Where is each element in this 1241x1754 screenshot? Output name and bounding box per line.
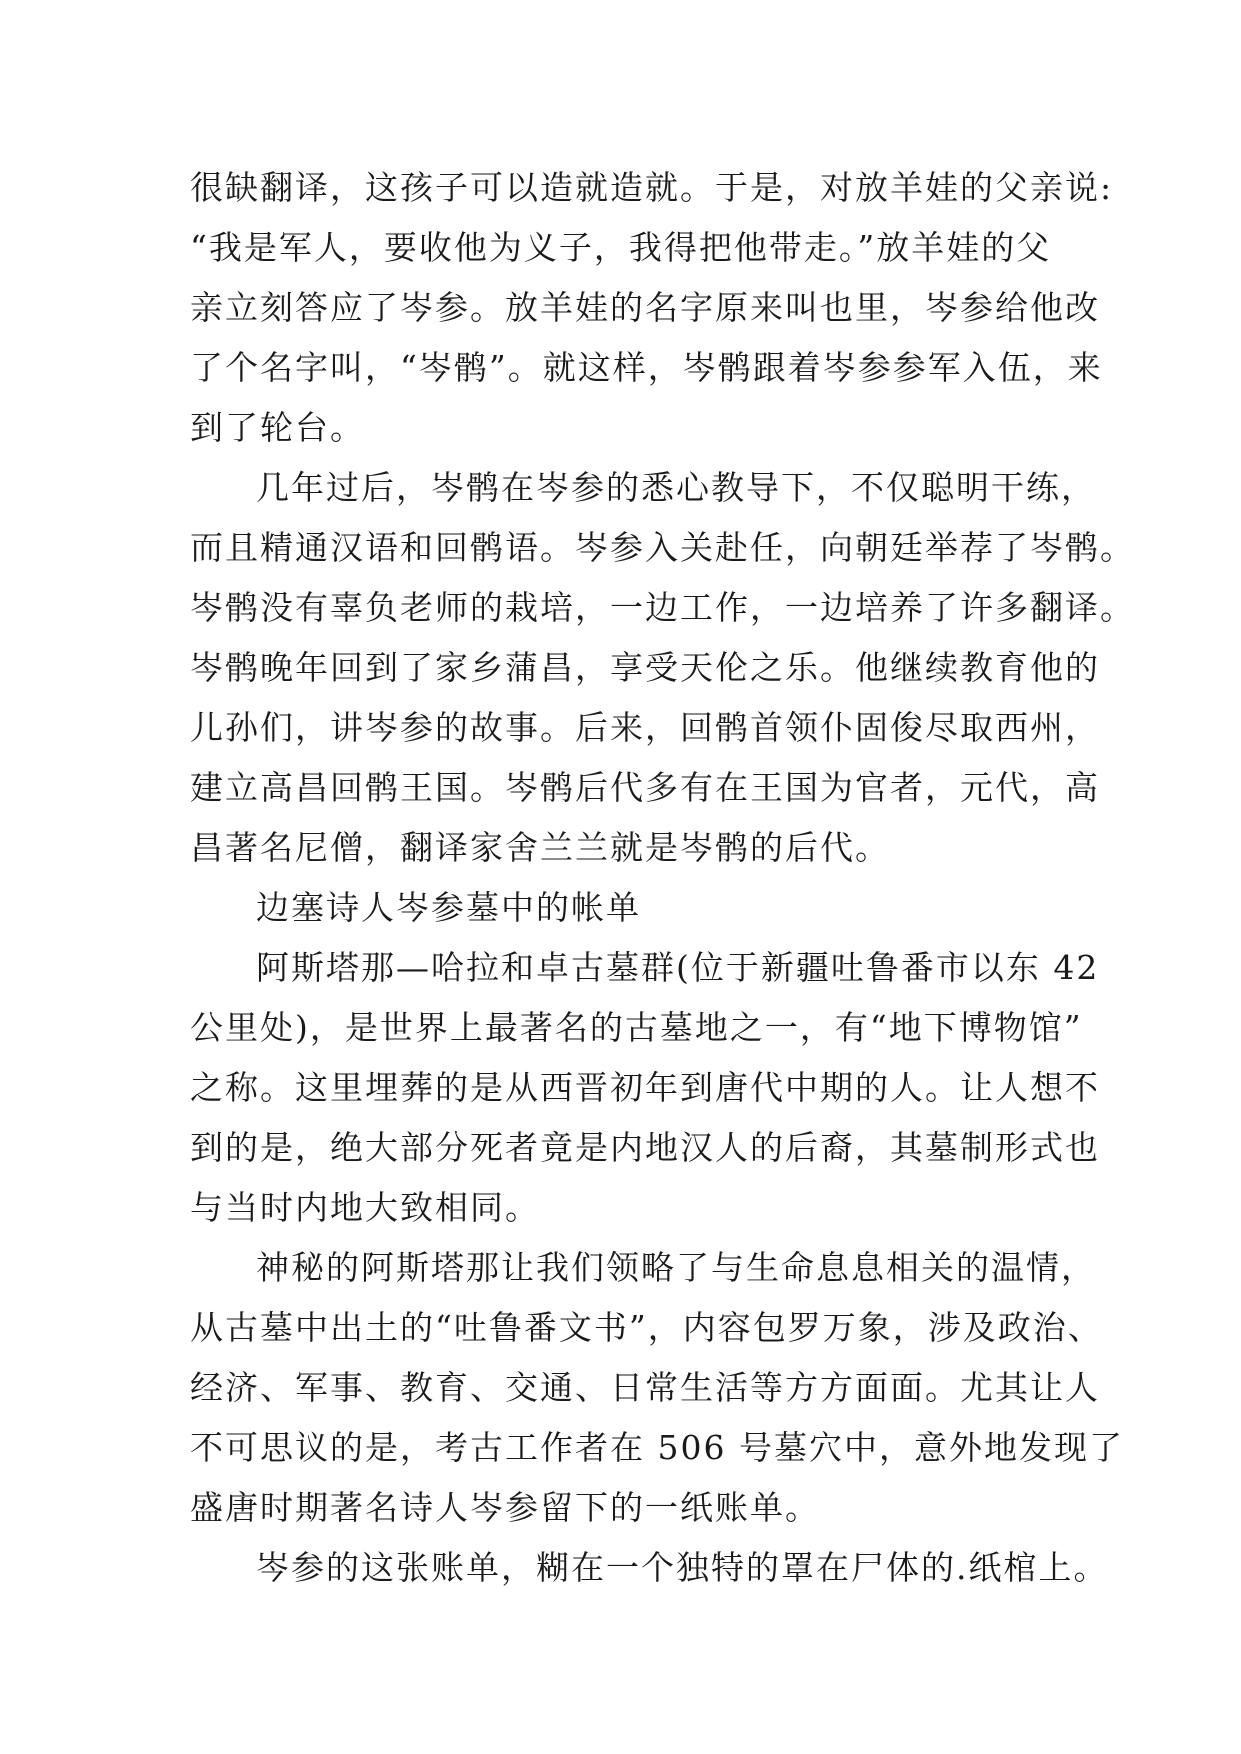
text-line: 亲立刻答应了岑参。放羊娃的名字原来叫也里，岑参给他改 xyxy=(190,288,1100,327)
text-line: 之称。这里埋葬的是从西晋初年到唐代中期的人。让人想不 xyxy=(190,1068,1100,1107)
text-line: 几年过后，岑鹘在岑参的悉心教导下，不仅聪明干练， xyxy=(256,468,1096,507)
text-line: 经济、军事、教育、交通、日常生活等方方面面。尤其让人 xyxy=(190,1368,1100,1407)
text-line: 很缺翻译，这孩子可以造就造就。于是，对放羊娃的父亲说: xyxy=(190,168,1114,207)
text-line: 公里处)，是世界上最著名的古墓地之一，有“地下博物馆” xyxy=(190,1008,1083,1047)
text-line: 不可思议的是，考古工作者在 506 号墓穴中，意外地发现了 xyxy=(190,1428,1124,1467)
text-line: 了个名字叫，“岑鹘”。就这样，岑鹘跟着岑参参军入伍，来 xyxy=(190,348,1103,387)
text-line: 与当时内地大致相同。 xyxy=(190,1188,540,1227)
section-heading: 边塞诗人岑参墓中的帐单 xyxy=(256,888,641,927)
text-line: 昌著名尼僧，翻译家舍兰兰就是岑鹘的后代。 xyxy=(190,828,890,867)
text-line: 岑鹘没有辜负老师的栽培，一边工作，一边培养了许多翻译。 xyxy=(190,588,1135,627)
text-line: “我是军人，要收他为义子，我得把他带走。”放羊娃的父 xyxy=(190,228,1052,267)
text-line: 阿斯塔那—哈拉和卓古墓群(位于新疆吐鲁番市以东 42 xyxy=(256,948,1100,987)
text-line: 从古墓中出土的“吐鲁番文书”，内容包罗万象，涉及政治、 xyxy=(190,1308,1103,1347)
text-line: 神秘的阿斯塔那让我们领略了与生命息息相关的温情， xyxy=(256,1248,1096,1287)
text-line: 岑鹘晚年回到了家乡蒲昌，享受天伦之乐。他继续教育他的 xyxy=(190,648,1100,687)
text-line: 岑参的这张账单，糊在一个独特的罩在尸体的.纸棺上。 xyxy=(256,1548,1109,1587)
text-line: 盛唐时期著名诗人岑参留下的一纸账单。 xyxy=(190,1488,820,1527)
text-line: 儿孙们，讲岑参的故事。后来，回鹘首领仆固俊尽取西州， xyxy=(190,708,1100,747)
text-line: 到了轮台。 xyxy=(190,408,365,447)
text-line: 建立高昌回鹘王国。岑鹘后代多有在王国为官者，元代，高 xyxy=(190,768,1100,807)
text-line: 到的是，绝大部分死者竟是内地汉人的后裔，其墓制形式也 xyxy=(190,1128,1100,1167)
body-text xyxy=(190,158,1135,1598)
text-line: 而且精通汉语和回鹘语。岑参入关赴任，向朝廷举荐了岑鹘。 xyxy=(190,528,1135,567)
